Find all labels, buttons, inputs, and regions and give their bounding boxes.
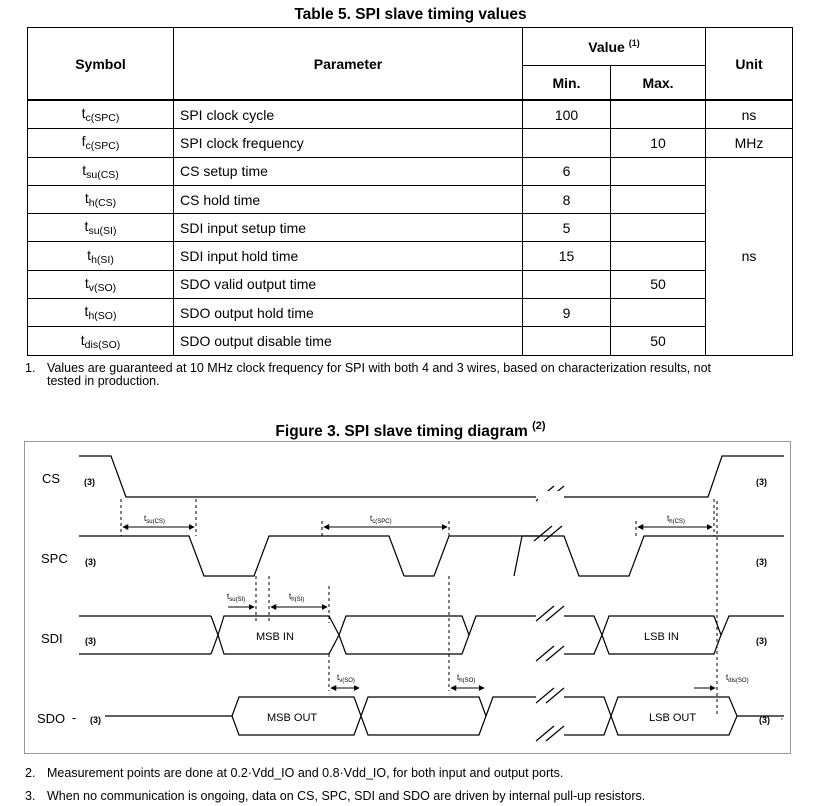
sdo-trailing-dot: ·: [780, 713, 784, 725]
parameter-cell: SDO output disable time: [174, 327, 523, 355]
msb-in-label: MSB IN: [256, 631, 294, 643]
sdo-pullup-right: (3): [759, 715, 770, 725]
table-row: [28, 100, 793, 129]
symbol-cell: $f_{c(SPC)}$: [28, 129, 174, 157]
spc-waveform-4: [514, 536, 784, 576]
cs-pullup-left: (3): [84, 477, 95, 487]
max-cell: 50: [611, 270, 706, 298]
header-value-footnote: (1): [628, 38, 640, 48]
min-cell: 6: [523, 157, 611, 185]
cs-label: CS: [42, 471, 61, 486]
sdo-dash: -: [72, 710, 77, 725]
sdo-pullup-left: (3): [90, 715, 101, 725]
spc-label: SPC: [41, 551, 68, 566]
header-min: Min.: [523, 66, 611, 101]
min-cell: [523, 270, 611, 298]
unit-cell: MHz: [706, 129, 793, 157]
max-cell: 10: [611, 129, 706, 157]
max-cell: [611, 185, 706, 213]
symbol-cell: $t_{v(SO)}$: [28, 270, 174, 298]
header-max: Max.: [611, 66, 706, 101]
min-cell: 8: [523, 185, 611, 213]
cs-waveform: [79, 456, 536, 497]
symbol-cell: $t_{c(SPC)}$: [28, 100, 174, 129]
min-cell: [523, 327, 611, 355]
tc-spc-label: $t_{c(SPC)}$: [370, 514, 392, 525]
symbol-cell: $t_{h(SI)}$: [28, 242, 174, 270]
msb-out-label: MSB OUT: [267, 712, 318, 724]
header-unit: Unit: [706, 28, 793, 101]
th-si-label: $t_{h(SI)}$: [289, 592, 305, 603]
header-value: Value $^{(1)}$: [523, 28, 706, 66]
min-cell: 5: [523, 214, 611, 242]
tv-so-label: $t_{v(SO)}$: [337, 673, 355, 684]
diagram-frame: [25, 442, 791, 754]
tdis-so-label: $t_{dis(SO)}$: [726, 673, 749, 684]
parameter-cell: SDO valid output time: [174, 270, 523, 298]
spc-waveform-3: [404, 536, 539, 576]
min-cell: 9: [523, 299, 611, 327]
figure-title: Figure 3. SPI slave timing diagram $^{(2)}$: [275, 420, 546, 440]
th-so-label: $t_{h(SO)}$: [457, 673, 476, 684]
spc-waveform: [79, 536, 319, 576]
table-row: [28, 157, 793, 185]
cs-waveform-end: [564, 456, 784, 497]
parameter-cell: SDI input setup time: [174, 214, 523, 242]
th-cs-label: $t_{h(CS)}$: [667, 514, 685, 525]
spi-timing-table: [27, 27, 793, 356]
table-row: [28, 185, 793, 213]
parameter-cell: SPI clock frequency: [174, 129, 523, 157]
tsu-cs-label: $t_{su(CS)}$: [144, 514, 165, 525]
lsb-in-label: LSB IN: [644, 631, 679, 643]
sdi-pullup-left: (3): [85, 636, 96, 646]
table-row: [28, 129, 793, 157]
sdo-label: SDO: [37, 711, 66, 726]
symbol-cell: $t_{h(CS)}$: [28, 185, 174, 213]
table-row: [28, 299, 793, 327]
spc-pullup-left: (3): [85, 557, 96, 567]
unit-cell: ns: [706, 100, 793, 129]
max-cell: [611, 157, 706, 185]
symbol-cell: $t_{dis(SO)}$: [28, 327, 174, 355]
figure-note-2: 2. Measurement points are done at 0.2·Vdd_IO and 0.8·Vdd_IO, for both input and output ports.: [25, 766, 564, 780]
sdi-msb-in: [211, 616, 218, 654]
lsb-out-label: LSB OUT: [649, 712, 697, 724]
sdi-label: SDI: [41, 631, 63, 646]
parameter-cell: SDI input hold time: [174, 242, 523, 270]
header-symbol: Symbol: [28, 28, 174, 101]
parameter-cell: SDO output hold time: [174, 299, 523, 327]
min-cell: 15: [523, 242, 611, 270]
parameter-cell: CS setup time: [174, 157, 523, 185]
header-parameter: Parameter: [174, 28, 523, 101]
min-cell: 100: [523, 100, 611, 129]
max-cell: 50: [611, 327, 706, 355]
max-cell: [611, 214, 706, 242]
spc-waveform-2: [319, 536, 404, 576]
min-cell: [523, 129, 611, 157]
table-title: Table 5. SPI slave timing values: [294, 6, 527, 23]
spc-pullup-right: (3): [756, 557, 767, 567]
table-row: [28, 214, 793, 242]
table-row: [28, 242, 793, 270]
max-cell: [611, 100, 706, 129]
spi-timing-diagram: [24, 441, 791, 754]
tsu-si-label: $t_{su(SI)}$: [227, 592, 246, 603]
cs-pullup-right: (3): [756, 477, 767, 487]
parameter-cell: SPI clock cycle: [174, 100, 523, 129]
parameter-cell: CS hold time: [174, 185, 523, 213]
table-row: [28, 270, 793, 298]
symbol-cell: $t_{su(CS)}$: [28, 157, 174, 185]
table-footnote-1: 1. Values are guaranteed at 10 MHz clock frequency for SPI with both 4 and 3 wires, based on characterization results, not tested in production.: [25, 361, 712, 388]
sdi-pullup-right: (3): [756, 636, 767, 646]
symbol-cell: $t_{su(SI)}$: [28, 214, 174, 242]
table-row: [28, 327, 793, 355]
max-cell: [611, 299, 706, 327]
symbol-cell: $t_{h(SO)}$: [28, 299, 174, 327]
figure-note-3: 3. When no communication is ongoing, data on CS, SPC, SDI and SDO are driven by internal pull-up resistors.: [25, 789, 646, 803]
unit-cell: ns: [706, 157, 793, 355]
max-cell: [611, 242, 706, 270]
